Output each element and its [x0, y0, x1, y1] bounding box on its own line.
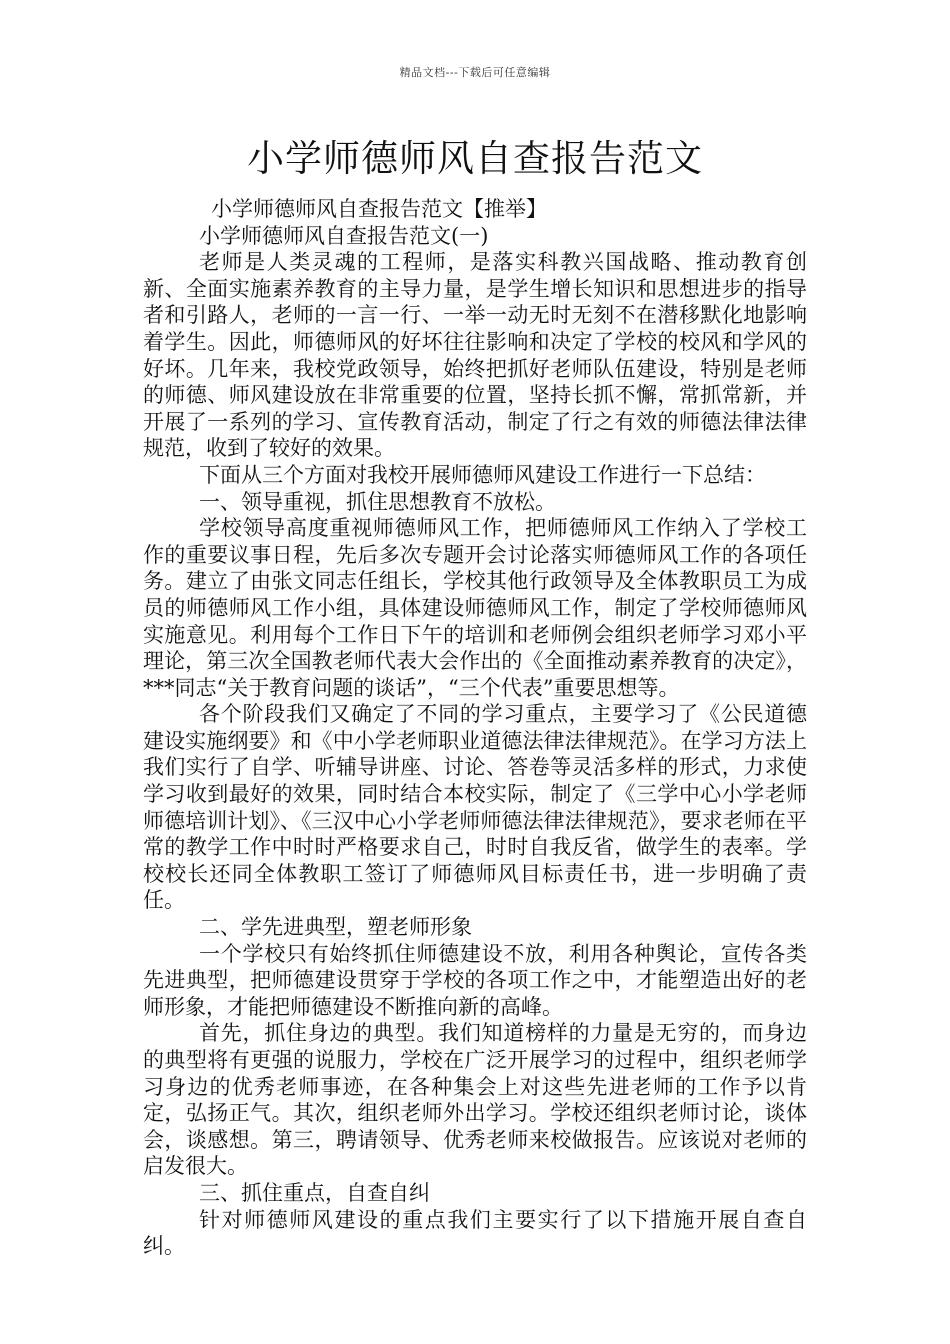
section-heading: 一、领导重视，抓住思想教育不放松。 [199, 489, 556, 514]
body-paragraph: 老师是人类灵魂的工程师，是落实科教兴国战略、推动教育创新、全面实施素养教育的主导力量，是学生增长知识和思想进步的指导者和引路人，老师的一言一行、一举一动无时无刻不在潜移默化地影响着学生。因此，师德师风的好坏往往影响和决定了学校的校风和学风的好坏。几年来，我校党政领导，始终把抓好老师队伍建设，特别是老师的师德、师风建设放在非常重要的位置，坚持长抓不懈，常抓常新，并开展了一系列的学习、宣传教育活动，制定了行之有效的师德法律法律规范，收到了较好的效果。 [143, 250, 807, 461]
section-heading: 小学师德师风自查报告范文(一) [199, 223, 489, 248]
body-paragraph: 针对师德师风建设的重点我们主要实行了以下措施开展自查自纠。 [143, 1207, 807, 1259]
document-body [143, 196, 807, 1260]
document-title: 小学师德师风自查报告范文 [247, 137, 703, 180]
section-heading: 二、学先进典型，塑老师形象 [199, 915, 472, 940]
body-paragraph: 首先，抓住身边的典型。我们知道榜样的力量是无穷的，而身边的典型将有更强的说服力，学校在广泛开展学习的过程中，组织老师学习身边的优秀老师事迹，在各种集会上对这些先进老师的工作予以肯定，弘扬正气。其次，组织老师外出学习。学校还组织老师讨论，谈体会，谈感想。第三，聘请领导、优秀老师来校做报告。应该说对老师的启发很大。 [143, 1021, 807, 1179]
document-subtitle: 小学师德师风自查报告范文【推举】 [211, 197, 547, 221]
body-paragraph: 下面从三个方面对我校开展师德师风建设工作进行一下总结： [199, 462, 766, 487]
body-paragraph: 一个学校只有始终抓住师德建设不放，利用各种舆论，宣传各类先进典型，把师德建设贯穿于学校的各项工作之中，才能塑造出好的老师形象，才能把师德建设不断推向新的高峰。 [143, 941, 807, 1019]
body-paragraph: 各个阶段我们又确定了不同的学习重点，主要学习了《公民道德建设实施纲要》和《中小学老师职业道德法律法律规范》。在学习方法上我们实行了自学、听辅导讲座、讨论、答卷等灵活多样的形式，力求使学习收到最好的效果，同时结合本校实际，制定了《三学中心小学老师师德培训计划》、《三汉中心小学老师师德法律法律规范》，要求老师在平常的教学工作中时时严格要求自己，时时自我反省，做学生的表率。学校校长还同全体教职工签订了师德师风目标责任书，进一步明确了责任。 [143, 702, 807, 913]
page-header: 精品文档---下载后可任意编辑 [399, 66, 551, 79]
body-paragraph: 学校领导高度重视师德师风工作，把师德师风工作纳入了学校工作的重要议事日程，先后多次专题开会讨论落实师德师风工作的各项任务。建立了由张文同志任组长，学校其他行政领导及全体教职员工为成员的师德师风工作小组，具体建设师德师风工作，制定了学校师德师风实施意见。利用每个工作日下午的培训和老师例会组织老师学习邓小平理论，第三次全国教老师代表大会作出的《全面推动素养教育的决定》，***同志“关于教育问题的谈话”，“三个代表”重要思想等。 [143, 516, 807, 700]
section-heading: 三、抓住重点，自查自纠 [199, 1180, 430, 1205]
